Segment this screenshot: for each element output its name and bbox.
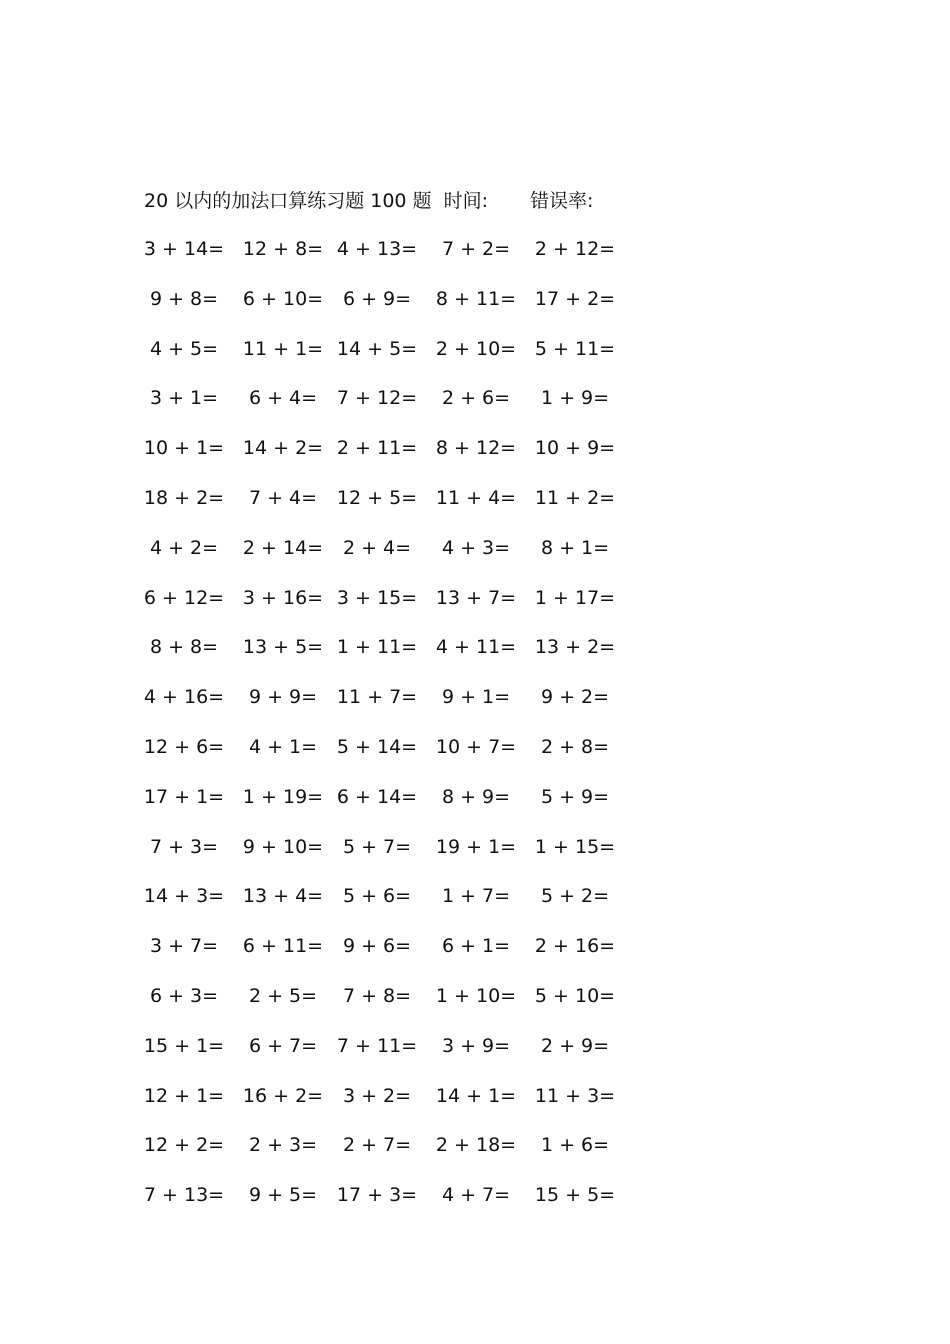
problem-item: 2 + 5= bbox=[248, 985, 318, 1007]
problem-item: 5 + 9= bbox=[540, 785, 610, 808]
problem-item: 3 + 14= bbox=[143, 238, 225, 260]
problem-item: 3 + 16= bbox=[242, 586, 324, 609]
problem-item: 13 + 2= bbox=[534, 636, 616, 659]
problem-item: 12 + 1= bbox=[143, 1084, 225, 1107]
problem-item: 4 + 13= bbox=[336, 238, 418, 260]
problem-item: 6 + 9= bbox=[342, 287, 412, 310]
problem-item: 1 + 9= bbox=[540, 387, 610, 410]
problem-item: 17 + 2= bbox=[534, 287, 616, 310]
problem-item: 1 + 17= bbox=[534, 586, 616, 609]
problem-item: 12 + 5= bbox=[336, 487, 418, 509]
problem-item: 6 + 7= bbox=[248, 1034, 318, 1057]
problem-item: 9 + 2= bbox=[540, 686, 610, 709]
problem-item: 14 + 3= bbox=[143, 885, 225, 908]
problem-item: 1 + 6= bbox=[540, 1134, 610, 1157]
problem-item: 8 + 9= bbox=[441, 785, 511, 808]
problem-item: 16 + 2= bbox=[242, 1084, 324, 1107]
problem-item: 14 + 1= bbox=[435, 1084, 517, 1107]
problem-item: 2 + 10= bbox=[435, 337, 517, 360]
time-label: 时间: bbox=[443, 190, 488, 212]
problem-item: 9 + 1= bbox=[441, 686, 511, 709]
problem-item: 2 + 16= bbox=[534, 935, 616, 958]
problem-item: 2 + 6= bbox=[441, 387, 511, 410]
problem-item: 4 + 11= bbox=[435, 636, 517, 659]
problem-item: 10 + 1= bbox=[143, 437, 225, 460]
problem-item: 10 + 9= bbox=[534, 437, 616, 460]
problem-item: 6 + 12= bbox=[143, 586, 225, 609]
problem-item: 7 + 13= bbox=[143, 1184, 225, 1207]
problem-item: 12 + 8= bbox=[242, 238, 324, 260]
problem-item: 2 + 7= bbox=[342, 1134, 412, 1157]
problem-item: 5 + 10= bbox=[534, 985, 616, 1007]
problem-item: 15 + 5= bbox=[534, 1184, 616, 1207]
problem-item: 13 + 5= bbox=[242, 636, 324, 659]
problem-item: 9 + 9= bbox=[248, 686, 318, 709]
problem-item: 11 + 7= bbox=[336, 686, 418, 709]
problem-item: 19 + 1= bbox=[435, 835, 517, 858]
problem-item: 7 + 2= bbox=[441, 238, 511, 260]
problem-item: 13 + 4= bbox=[242, 885, 324, 908]
problem-item: 2 + 4= bbox=[342, 536, 412, 559]
problem-item: 10 + 7= bbox=[435, 736, 517, 758]
problem-item: 4 + 7= bbox=[441, 1184, 511, 1207]
problem-item: 4 + 1= bbox=[248, 736, 318, 758]
problem-item: 6 + 3= bbox=[149, 985, 219, 1007]
problem-item: 11 + 3= bbox=[534, 1084, 616, 1107]
problem-item: 8 + 8= bbox=[149, 636, 219, 659]
problem-item: 3 + 15= bbox=[336, 586, 418, 609]
problem-item: 8 + 11= bbox=[435, 287, 517, 310]
problem-item: 3 + 1= bbox=[149, 387, 219, 410]
problem-item: 1 + 10= bbox=[435, 985, 517, 1007]
problem-item: 11 + 4= bbox=[435, 487, 517, 509]
problem-item: 7 + 3= bbox=[149, 835, 219, 858]
problem-item: 4 + 16= bbox=[143, 686, 225, 709]
problem-item: 4 + 5= bbox=[149, 337, 219, 360]
problem-item: 2 + 3= bbox=[248, 1134, 318, 1157]
problem-item: 2 + 8= bbox=[540, 736, 610, 758]
problem-item: 14 + 2= bbox=[242, 437, 324, 460]
problem-item: 8 + 1= bbox=[540, 536, 610, 559]
problem-item: 15 + 1= bbox=[143, 1034, 225, 1057]
problem-item: 12 + 6= bbox=[143, 736, 225, 758]
problem-item: 13 + 7= bbox=[435, 586, 517, 609]
problem-item: 1 + 7= bbox=[441, 885, 511, 908]
problem-item: 4 + 2= bbox=[149, 536, 219, 559]
problem-item: 7 + 12= bbox=[336, 387, 418, 410]
problem-item: 14 + 5= bbox=[336, 337, 418, 360]
problem-item: 7 + 8= bbox=[342, 985, 412, 1007]
problem-item: 17 + 1= bbox=[143, 785, 225, 808]
problem-item: 6 + 10= bbox=[242, 287, 324, 310]
problem-item: 5 + 2= bbox=[540, 885, 610, 908]
worksheet-title: 20 以内的加法口算练习题 100 题 bbox=[144, 190, 432, 212]
problem-item: 2 + 14= bbox=[242, 536, 324, 559]
problem-item: 3 + 7= bbox=[149, 935, 219, 958]
problem-item: 5 + 14= bbox=[336, 736, 418, 758]
problem-item: 11 + 2= bbox=[534, 487, 616, 509]
problem-item: 1 + 15= bbox=[534, 835, 616, 858]
problem-item: 3 + 9= bbox=[441, 1034, 511, 1057]
problem-item: 7 + 11= bbox=[336, 1034, 418, 1057]
problem-item: 9 + 6= bbox=[342, 935, 412, 958]
problem-item: 8 + 12= bbox=[435, 437, 517, 460]
problem-item: 6 + 4= bbox=[248, 387, 318, 410]
problem-item: 9 + 10= bbox=[242, 835, 324, 858]
error-rate-label: 错误率: bbox=[529, 190, 594, 212]
problem-item: 11 + 1= bbox=[242, 337, 324, 360]
problem-item: 2 + 12= bbox=[534, 238, 616, 260]
problem-item: 6 + 11= bbox=[242, 935, 324, 958]
problem-item: 9 + 5= bbox=[248, 1184, 318, 1207]
problem-item: 1 + 11= bbox=[336, 636, 418, 659]
problem-item: 12 + 2= bbox=[143, 1134, 225, 1157]
problem-item: 2 + 9= bbox=[540, 1034, 610, 1057]
problem-item: 5 + 6= bbox=[342, 885, 412, 908]
problem-item: 17 + 3= bbox=[336, 1184, 418, 1207]
problem-item: 6 + 1= bbox=[441, 935, 511, 958]
problem-item: 3 + 2= bbox=[342, 1084, 412, 1107]
problem-item: 7 + 4= bbox=[248, 487, 318, 509]
problem-item: 6 + 14= bbox=[336, 785, 418, 808]
problem-item: 1 + 19= bbox=[242, 785, 324, 808]
problem-item: 4 + 3= bbox=[441, 536, 511, 559]
problem-item: 5 + 7= bbox=[342, 835, 412, 858]
problem-item: 5 + 11= bbox=[534, 337, 616, 360]
problem-item: 2 + 18= bbox=[435, 1134, 517, 1157]
problem-item: 18 + 2= bbox=[143, 487, 225, 509]
problem-item: 9 + 8= bbox=[149, 287, 219, 310]
problem-item: 2 + 11= bbox=[336, 437, 418, 460]
